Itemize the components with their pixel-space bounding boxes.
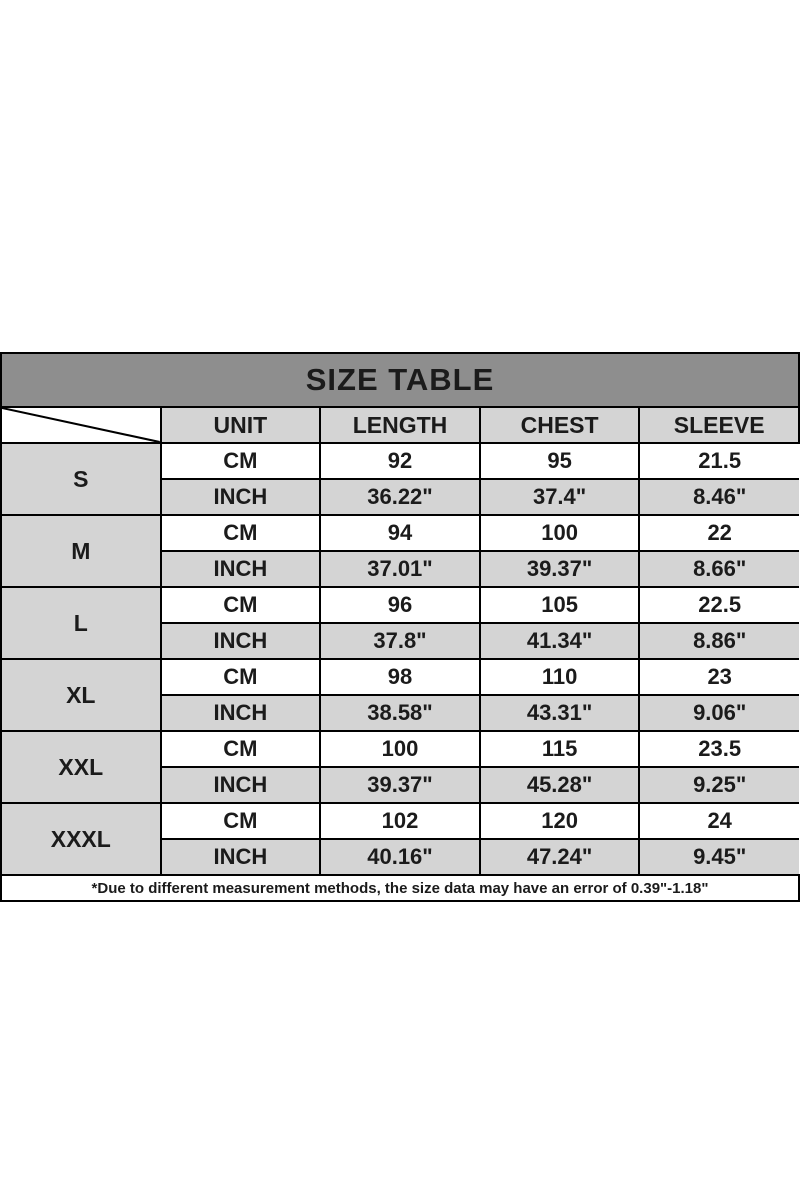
- sleeve-value: 8.66": [639, 551, 799, 587]
- chest-value: 41.34": [480, 623, 640, 659]
- sleeve-value: 22.5: [639, 587, 799, 623]
- unit-label: INCH: [161, 767, 321, 803]
- measurement-note-row: [1, 875, 799, 901]
- size-table-container: [0, 352, 800, 902]
- unit-label: INCH: [161, 839, 321, 875]
- table-row: [1, 443, 799, 479]
- length-value: 94: [320, 515, 480, 551]
- size-label: XXXL: [1, 803, 161, 875]
- size-table: [0, 352, 800, 902]
- unit-label: CM: [161, 515, 321, 551]
- unit-label: CM: [161, 803, 321, 839]
- table-header-row: [1, 407, 799, 443]
- chest-value: 37.4": [480, 479, 640, 515]
- chest-value: 105: [480, 587, 640, 623]
- sleeve-value: 21.5: [639, 443, 799, 479]
- unit-label: INCH: [161, 551, 321, 587]
- chest-value: 110: [480, 659, 640, 695]
- length-value: 37.8": [320, 623, 480, 659]
- unit-label: CM: [161, 587, 321, 623]
- length-value: 92: [320, 443, 480, 479]
- length-value: 36.22": [320, 479, 480, 515]
- length-value: 39.37": [320, 767, 480, 803]
- diagonal-slash-icon: [2, 408, 160, 442]
- unit-label: CM: [161, 659, 321, 695]
- unit-label: CM: [161, 443, 321, 479]
- corner-diagonal-cell: [1, 407, 161, 443]
- sleeve-value: 23: [639, 659, 799, 695]
- length-value: 38.58": [320, 695, 480, 731]
- length-value: 98: [320, 659, 480, 695]
- table-row: [1, 731, 799, 767]
- column-header-length: LENGTH: [320, 407, 480, 443]
- chest-value: 47.24": [480, 839, 640, 875]
- sleeve-value: 23.5: [639, 731, 799, 767]
- chest-value: 43.31": [480, 695, 640, 731]
- table-row: [1, 515, 799, 551]
- size-label: XL: [1, 659, 161, 731]
- size-label: S: [1, 443, 161, 515]
- sleeve-value: 8.46": [639, 479, 799, 515]
- unit-label: INCH: [161, 623, 321, 659]
- column-header-chest: CHEST: [480, 407, 640, 443]
- size-label: XXL: [1, 731, 161, 803]
- table-row: [1, 659, 799, 695]
- size-label: L: [1, 587, 161, 659]
- chest-value: 120: [480, 803, 640, 839]
- page-title: SIZE TABLE: [1, 353, 799, 407]
- table-title-row: [1, 353, 799, 407]
- unit-label: INCH: [161, 479, 321, 515]
- measurement-note: *Due to different measurement methods, the size data may have an error of 0.39"-1.18": [1, 875, 799, 901]
- table-row: [1, 587, 799, 623]
- length-value: 37.01": [320, 551, 480, 587]
- chest-value: 45.28": [480, 767, 640, 803]
- sleeve-value: 8.86": [639, 623, 799, 659]
- unit-label: INCH: [161, 695, 321, 731]
- length-value: 96: [320, 587, 480, 623]
- chest-value: 39.37": [480, 551, 640, 587]
- sleeve-value: 22: [639, 515, 799, 551]
- sleeve-value: 24: [639, 803, 799, 839]
- chest-value: 95: [480, 443, 640, 479]
- column-header-sleeve: SLEEVE: [639, 407, 799, 443]
- sleeve-value: 9.45": [639, 839, 799, 875]
- length-value: 100: [320, 731, 480, 767]
- sleeve-value: 9.25": [639, 767, 799, 803]
- table-row: [1, 803, 799, 839]
- size-label: M: [1, 515, 161, 587]
- length-value: 102: [320, 803, 480, 839]
- chest-value: 100: [480, 515, 640, 551]
- sleeve-value: 9.06": [639, 695, 799, 731]
- length-value: 40.16": [320, 839, 480, 875]
- column-header-unit: UNIT: [161, 407, 321, 443]
- chest-value: 115: [480, 731, 640, 767]
- unit-label: CM: [161, 731, 321, 767]
